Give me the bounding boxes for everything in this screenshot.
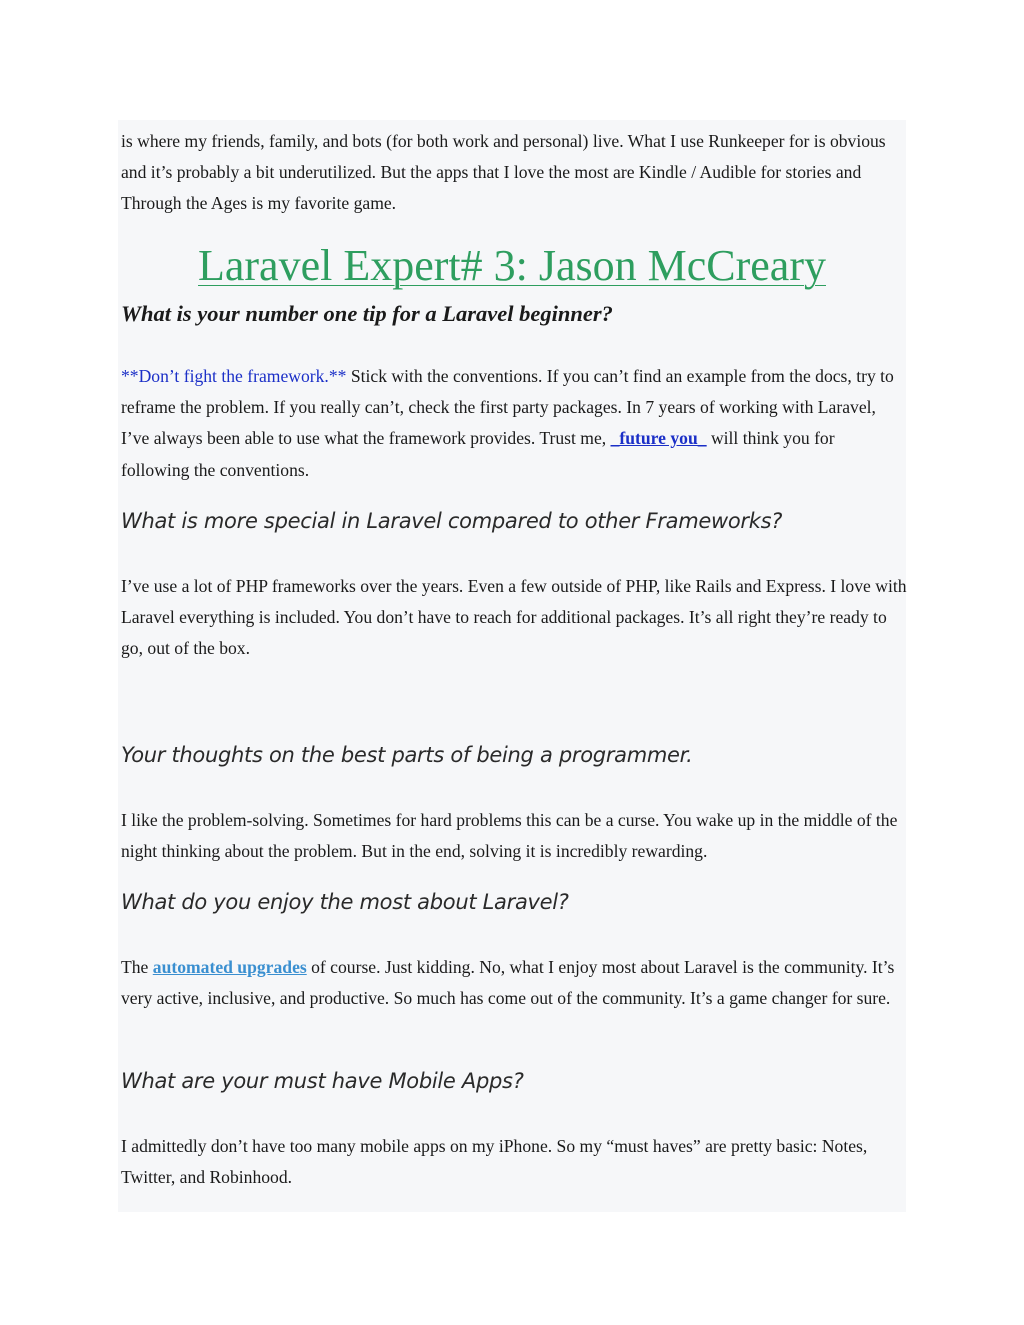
answer-5-paragraph: I admittedly don’t have too many mobile apps on my iPhone. So my “must haves” are pretty basic: Notes, Twitter, and Robinhood. bbox=[121, 1136, 868, 1188]
answer-4-text-b: of course. Just kidding. No, what I enjoy most about Laravel is the community. It’s very active, inclusive, and productive. So much has come out of the community. It’s a game changer for sure. bbox=[121, 957, 895, 1009]
answer-3-paragraph: I like the problem-solving. Sometimes for hard problems this can be a curse. You wake up in the middle of the night thinking about the problem. But in the end, solving it is incredibly rewarding. bbox=[121, 810, 898, 862]
answer-4-text-a: The bbox=[121, 957, 153, 977]
answer-1-text-a: Stick with the conventions. If you can’t find an example from the docs, try to reframe the problem. If you really can’t, check the first party packages. In 7 years of working with Laravel, I’ve always been able to use what the framework provides. Trust me, bbox=[121, 366, 894, 449]
answer-1-paragraph bbox=[121, 361, 907, 486]
intro-paragraph: is where my friends, family, and bots (for both work and personal) live. What I use Runkeeper for is obvious and it’s probably a bit underutilized. But the apps that I love the most are Kindle / Audible for stories and Through the Ages is my favorite game. bbox=[121, 131, 886, 214]
future-you-link[interactable]: _future you_ bbox=[610, 428, 707, 449]
answer-2-paragraph: I’ve use a lot of PHP frameworks over the years. Even a few outside of PHP, like Rails and Express. I love with Laravel everything is included. You don’t have to reach for additional packages. It’s all right they’re ready to go, out of the box. bbox=[121, 576, 907, 659]
question-3-heading: Your thoughts on the best parts of being a programmer. bbox=[121, 743, 693, 767]
question-4-heading: What do you enjoy the most about Laravel? bbox=[121, 890, 569, 914]
answer-4-paragraph bbox=[121, 952, 907, 1014]
question-5-heading: What are your must have Mobile Apps? bbox=[121, 1069, 524, 1093]
page-title[interactable]: Laravel Expert# 3: Jason McCreary bbox=[198, 241, 826, 290]
question-1-heading: What is your number one tip for a Laravel beginner? bbox=[121, 301, 613, 326]
tip-highlight: **Don’t fight the framework.** bbox=[121, 366, 347, 386]
automated-upgrades-link[interactable]: automated upgrades bbox=[152, 957, 307, 977]
question-2-heading: What is more special in Laravel compared to other Frameworks? bbox=[121, 509, 783, 533]
answer-1-text-b: will think you for following the conventions. bbox=[121, 428, 835, 480]
